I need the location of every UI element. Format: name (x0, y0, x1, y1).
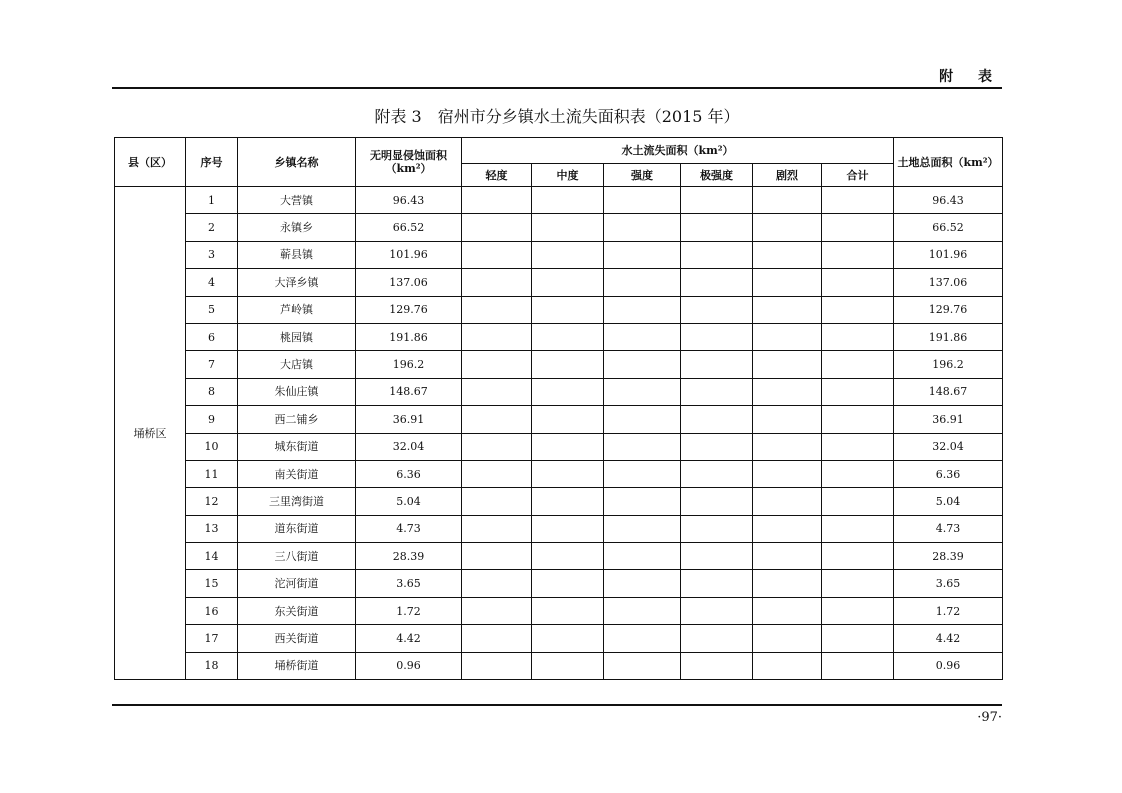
cell-severe (753, 187, 822, 214)
cell-index: 9 (186, 406, 238, 433)
cell-land-total: 1.72 (894, 597, 1003, 624)
cell-moderate (532, 460, 604, 487)
cell-mild (462, 187, 532, 214)
table-row (115, 543, 1003, 570)
cell-land-total: 191.86 (894, 323, 1003, 350)
cell-land-total: 3.65 (894, 570, 1003, 597)
cell-moderate (532, 323, 604, 350)
cell-intense (604, 570, 681, 597)
cell-no-erosion: 32.04 (356, 433, 462, 460)
cell-severe (753, 515, 822, 542)
cell-moderate (532, 433, 604, 460)
cell-very-intense (681, 652, 753, 679)
cell-no-erosion: 66.52 (356, 214, 462, 241)
table-row (115, 406, 1003, 433)
cell-subtotal (822, 433, 894, 460)
cell-mild (462, 406, 532, 433)
cell-subtotal (822, 488, 894, 515)
cell-index: 1 (186, 187, 238, 214)
cell-no-erosion: 4.42 (356, 625, 462, 652)
cell-no-erosion: 196.2 (356, 351, 462, 378)
cell-intense (604, 515, 681, 542)
cell-index: 17 (186, 625, 238, 652)
cell-town: 道东街道 (238, 515, 356, 542)
cell-moderate (532, 187, 604, 214)
cell-intense (604, 597, 681, 624)
cell-moderate (532, 378, 604, 405)
cell-town: 西关街道 (238, 625, 356, 652)
cell-very-intense (681, 187, 753, 214)
cell-no-erosion: 6.36 (356, 460, 462, 487)
table-row (115, 241, 1003, 268)
cell-mild (462, 351, 532, 378)
header-land-total: 土地总面积（km²） (894, 138, 1003, 187)
cell-no-erosion: 3.65 (356, 570, 462, 597)
cell-intense (604, 543, 681, 570)
cell-no-erosion: 137.06 (356, 269, 462, 296)
cell-intense (604, 214, 681, 241)
cell-index: 16 (186, 597, 238, 624)
table-row (115, 515, 1003, 542)
cell-no-erosion: 0.96 (356, 652, 462, 679)
cell-moderate (532, 515, 604, 542)
cell-index: 5 (186, 296, 238, 323)
cell-very-intense (681, 625, 753, 652)
cell-very-intense (681, 406, 753, 433)
table-row (115, 378, 1003, 405)
cell-severe (753, 597, 822, 624)
cell-mild (462, 625, 532, 652)
table-row (115, 269, 1003, 296)
cell-severe (753, 241, 822, 268)
cell-land-total: 101.96 (894, 241, 1003, 268)
header-town: 乡镇名称 (238, 138, 356, 187)
cell-no-erosion: 36.91 (356, 406, 462, 433)
cell-land-total: 66.52 (894, 214, 1003, 241)
cell-severe (753, 214, 822, 241)
cell-intense (604, 378, 681, 405)
cell-subtotal (822, 351, 894, 378)
cell-subtotal (822, 378, 894, 405)
cell-moderate (532, 214, 604, 241)
cell-town: 蕲县镇 (238, 241, 356, 268)
cell-mild (462, 597, 532, 624)
cell-index: 7 (186, 351, 238, 378)
cell-moderate (532, 406, 604, 433)
cell-land-total: 6.36 (894, 460, 1003, 487)
cell-land-total: 36.91 (894, 406, 1003, 433)
header-county: 县（区） (115, 138, 186, 187)
cell-town: 南关街道 (238, 460, 356, 487)
cell-town: 芦岭镇 (238, 296, 356, 323)
cell-no-erosion: 148.67 (356, 378, 462, 405)
cell-index: 12 (186, 488, 238, 515)
cell-subtotal (822, 570, 894, 597)
cell-land-total: 129.76 (894, 296, 1003, 323)
table-row (115, 652, 1003, 679)
cell-moderate (532, 241, 604, 268)
cell-town: 大店镇 (238, 351, 356, 378)
table-body (115, 187, 1003, 680)
cell-subtotal (822, 241, 894, 268)
cell-land-total: 32.04 (894, 433, 1003, 460)
cell-very-intense (681, 488, 753, 515)
cell-subtotal (822, 214, 894, 241)
cell-no-erosion: 191.86 (356, 323, 462, 350)
cell-moderate (532, 652, 604, 679)
cell-intense (604, 296, 681, 323)
cell-mild (462, 378, 532, 405)
cell-severe (753, 543, 822, 570)
running-header: 附 表 (939, 69, 1002, 85)
table-row (115, 460, 1003, 487)
cell-very-intense (681, 296, 753, 323)
cell-moderate (532, 625, 604, 652)
header-mild: 轻度 (462, 164, 532, 187)
cell-index: 15 (186, 570, 238, 597)
cell-subtotal (822, 406, 894, 433)
cell-severe (753, 433, 822, 460)
table-row (115, 187, 1003, 214)
cell-town: 大泽乡镇 (238, 269, 356, 296)
cell-land-total: 96.43 (894, 187, 1003, 214)
cell-subtotal (822, 543, 894, 570)
cell-no-erosion: 129.76 (356, 296, 462, 323)
cell-town: 永镇乡 (238, 214, 356, 241)
cell-subtotal (822, 597, 894, 624)
cell-intense (604, 652, 681, 679)
cell-mild (462, 543, 532, 570)
cell-no-erosion: 4.73 (356, 515, 462, 542)
cell-very-intense (681, 214, 753, 241)
table-row (115, 597, 1003, 624)
cell-mild (462, 433, 532, 460)
cell-severe (753, 488, 822, 515)
cell-index: 18 (186, 652, 238, 679)
table-row (115, 625, 1003, 652)
cell-very-intense (681, 269, 753, 296)
cell-intense (604, 433, 681, 460)
cell-index: 2 (186, 214, 238, 241)
cell-index: 3 (186, 241, 238, 268)
cell-subtotal (822, 323, 894, 350)
table-row (115, 296, 1003, 323)
cell-moderate (532, 488, 604, 515)
cell-severe (753, 570, 822, 597)
page-number: ·97· (977, 710, 1002, 725)
cell-mild (462, 241, 532, 268)
cell-mild (462, 323, 532, 350)
cell-severe (753, 652, 822, 679)
cell-intense (604, 406, 681, 433)
cell-severe (753, 351, 822, 378)
cell-subtotal (822, 515, 894, 542)
cell-subtotal (822, 269, 894, 296)
cell-very-intense (681, 597, 753, 624)
cell-land-total: 5.04 (894, 488, 1003, 515)
cell-very-intense (681, 570, 753, 597)
cell-subtotal (822, 652, 894, 679)
cell-moderate (532, 296, 604, 323)
cell-town: 朱仙庄镇 (238, 378, 356, 405)
cell-subtotal (822, 296, 894, 323)
cell-land-total: 4.42 (894, 625, 1003, 652)
cell-index: 4 (186, 269, 238, 296)
cell-moderate (532, 351, 604, 378)
cell-severe (753, 460, 822, 487)
cell-no-erosion: 5.04 (356, 488, 462, 515)
cell-very-intense (681, 323, 753, 350)
cell-land-total: 148.67 (894, 378, 1003, 405)
header-intense: 强度 (604, 164, 681, 187)
cell-index: 11 (186, 460, 238, 487)
cell-severe (753, 378, 822, 405)
cell-very-intense (681, 460, 753, 487)
cell-subtotal (822, 625, 894, 652)
cell-subtotal (822, 187, 894, 214)
cell-severe (753, 323, 822, 350)
county-cell: 埇桥区 (115, 187, 186, 680)
cell-intense (604, 323, 681, 350)
cell-town: 西二铺乡 (238, 406, 356, 433)
cell-mild (462, 296, 532, 323)
header-index: 序号 (186, 138, 238, 187)
cell-moderate (532, 269, 604, 296)
cell-index: 14 (186, 543, 238, 570)
table-row (115, 488, 1003, 515)
header-erosion-group: 水土流失面积（km²） (462, 138, 894, 164)
cell-moderate (532, 543, 604, 570)
cell-town: 沱河街道 (238, 570, 356, 597)
cell-severe (753, 625, 822, 652)
footer-rule (112, 704, 1002, 706)
header-no-erosion: 无明显侵蚀面积（km²） (356, 138, 462, 187)
cell-very-intense (681, 378, 753, 405)
cell-mild (462, 515, 532, 542)
cell-mild (462, 652, 532, 679)
cell-very-intense (681, 351, 753, 378)
table-row (115, 323, 1003, 350)
table-row (115, 351, 1003, 378)
header-moderate: 中度 (532, 164, 604, 187)
cell-town: 三里湾街道 (238, 488, 356, 515)
erosion-table (114, 137, 1003, 680)
header-subtotal: 合计 (822, 164, 894, 187)
cell-no-erosion: 28.39 (356, 543, 462, 570)
cell-mild (462, 570, 532, 597)
cell-intense (604, 269, 681, 296)
cell-severe (753, 269, 822, 296)
table-row (115, 214, 1003, 241)
cell-town: 埇桥街道 (238, 652, 356, 679)
cell-mild (462, 460, 532, 487)
cell-town: 东关街道 (238, 597, 356, 624)
cell-index: 13 (186, 515, 238, 542)
cell-mild (462, 269, 532, 296)
cell-land-total: 196.2 (894, 351, 1003, 378)
cell-intense (604, 241, 681, 268)
cell-town: 桃园镇 (238, 323, 356, 350)
cell-index: 8 (186, 378, 238, 405)
cell-index: 10 (186, 433, 238, 460)
cell-no-erosion: 1.72 (356, 597, 462, 624)
cell-land-total: 28.39 (894, 543, 1003, 570)
cell-town: 城东街道 (238, 433, 356, 460)
header-severe: 剧烈 (753, 164, 822, 187)
table-row (115, 433, 1003, 460)
cell-no-erosion: 101.96 (356, 241, 462, 268)
cell-town: 三八街道 (238, 543, 356, 570)
cell-severe (753, 296, 822, 323)
cell-mild (462, 214, 532, 241)
cell-intense (604, 460, 681, 487)
cell-very-intense (681, 515, 753, 542)
cell-intense (604, 187, 681, 214)
cell-intense (604, 351, 681, 378)
cell-mild (462, 488, 532, 515)
cell-town: 大营镇 (238, 187, 356, 214)
cell-subtotal (822, 460, 894, 487)
cell-land-total: 137.06 (894, 269, 1003, 296)
table-title: 附表 3 宿州市分乡镇水土流失面积表（2015 年） (374, 107, 740, 126)
cell-moderate (532, 570, 604, 597)
cell-very-intense (681, 543, 753, 570)
cell-index: 6 (186, 323, 238, 350)
cell-intense (604, 625, 681, 652)
cell-land-total: 0.96 (894, 652, 1003, 679)
header-rule (112, 87, 1002, 89)
cell-very-intense (681, 433, 753, 460)
cell-very-intense (681, 241, 753, 268)
table-row (115, 570, 1003, 597)
cell-no-erosion: 96.43 (356, 187, 462, 214)
cell-severe (753, 406, 822, 433)
cell-land-total: 4.73 (894, 515, 1003, 542)
cell-moderate (532, 597, 604, 624)
cell-intense (604, 488, 681, 515)
header-very-intense: 极强度 (681, 164, 753, 187)
